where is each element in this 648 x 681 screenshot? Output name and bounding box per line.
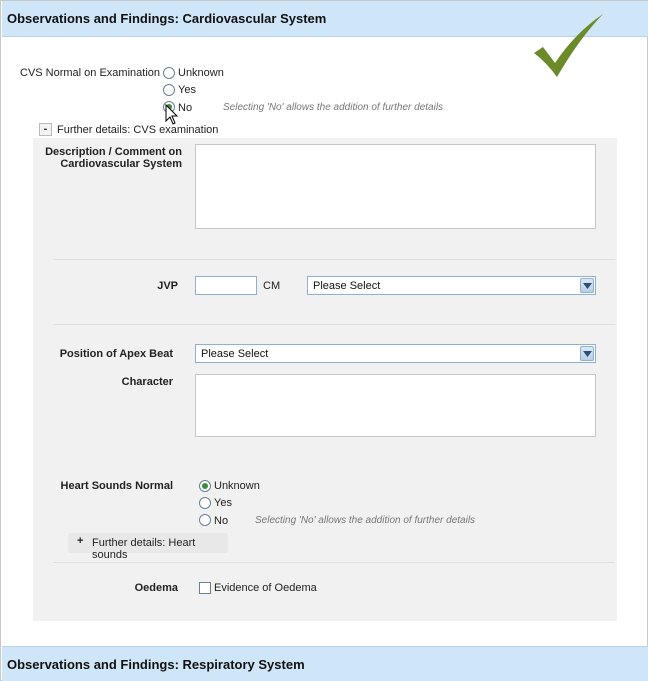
jvp-select[interactable] xyxy=(307,276,596,295)
section-title: Observations and Findings: Cardiovascular System xyxy=(7,11,327,26)
heart-radio-yes[interactable] xyxy=(199,497,211,509)
character-label: Character xyxy=(121,376,173,388)
section-title: Observations and Findings: Respiratory System xyxy=(7,657,305,672)
chevron-down-icon[interactable] xyxy=(580,346,594,361)
oedema-checkbox[interactable] xyxy=(199,582,211,594)
heart-option-no[interactable]: No xyxy=(214,515,229,527)
jvp-select-value: Please Select xyxy=(313,280,381,292)
jvp-label: JVP xyxy=(157,280,178,292)
collapse-cvs-button[interactable]: - xyxy=(39,123,52,136)
apex-beat-select-value: Please Select xyxy=(201,348,269,360)
divider xyxy=(53,562,615,563)
apex-beat-select[interactable] xyxy=(195,344,596,363)
divider xyxy=(53,324,615,325)
apex-beat-label: Position of Apex Beat xyxy=(59,348,173,360)
cvs-radio-yes[interactable] xyxy=(163,84,175,96)
cvs-option-yes[interactable]: Yes xyxy=(178,84,196,96)
character-textarea[interactable] xyxy=(195,374,596,437)
cvs-option-unknown[interactable]: Unknown xyxy=(178,67,224,79)
heart-hint: Selecting 'No' allows the addition of further details xyxy=(255,515,476,526)
section-header-respiratory[interactable] xyxy=(2,646,648,681)
oedema-label: Oedema xyxy=(134,582,178,594)
heart-sounds-label: Heart Sounds Normal xyxy=(60,480,173,492)
cvs-radio-unknown[interactable] xyxy=(163,67,175,79)
further-cvs-label[interactable]: Further details: CVS examination xyxy=(57,124,219,136)
cvs-normal-label: CVS Normal on Examination xyxy=(20,67,161,79)
cvs-option-no[interactable]: No xyxy=(178,102,193,114)
cvs-hint: Selecting 'No' allows the addition of further details xyxy=(223,102,444,113)
chevron-down-icon[interactable] xyxy=(580,278,594,293)
checkmark-icon xyxy=(531,11,606,81)
mouse-cursor-icon xyxy=(165,104,179,126)
further-heart-label[interactable]: Further details: Heart sounds xyxy=(92,537,196,561)
jvp-unit: CM xyxy=(263,280,281,292)
divider xyxy=(53,259,615,260)
heart-radio-unknown[interactable] xyxy=(199,480,211,492)
further-heart-row[interactable] xyxy=(68,533,228,561)
heart-radio-no[interactable] xyxy=(199,514,211,526)
description-textarea[interactable] xyxy=(195,144,596,229)
description-label-line1: Description / Comment on xyxy=(45,146,182,158)
heart-option-unknown[interactable]: Unknown xyxy=(214,480,260,492)
heart-option-yes[interactable]: Yes xyxy=(214,497,232,509)
expand-heart-button[interactable]: + xyxy=(77,535,84,547)
jvp-input[interactable] xyxy=(195,276,257,295)
description-label-line2: Cardiovascular System xyxy=(60,158,182,170)
oedema-checkbox-label[interactable]: Evidence of Oedema xyxy=(214,582,317,594)
